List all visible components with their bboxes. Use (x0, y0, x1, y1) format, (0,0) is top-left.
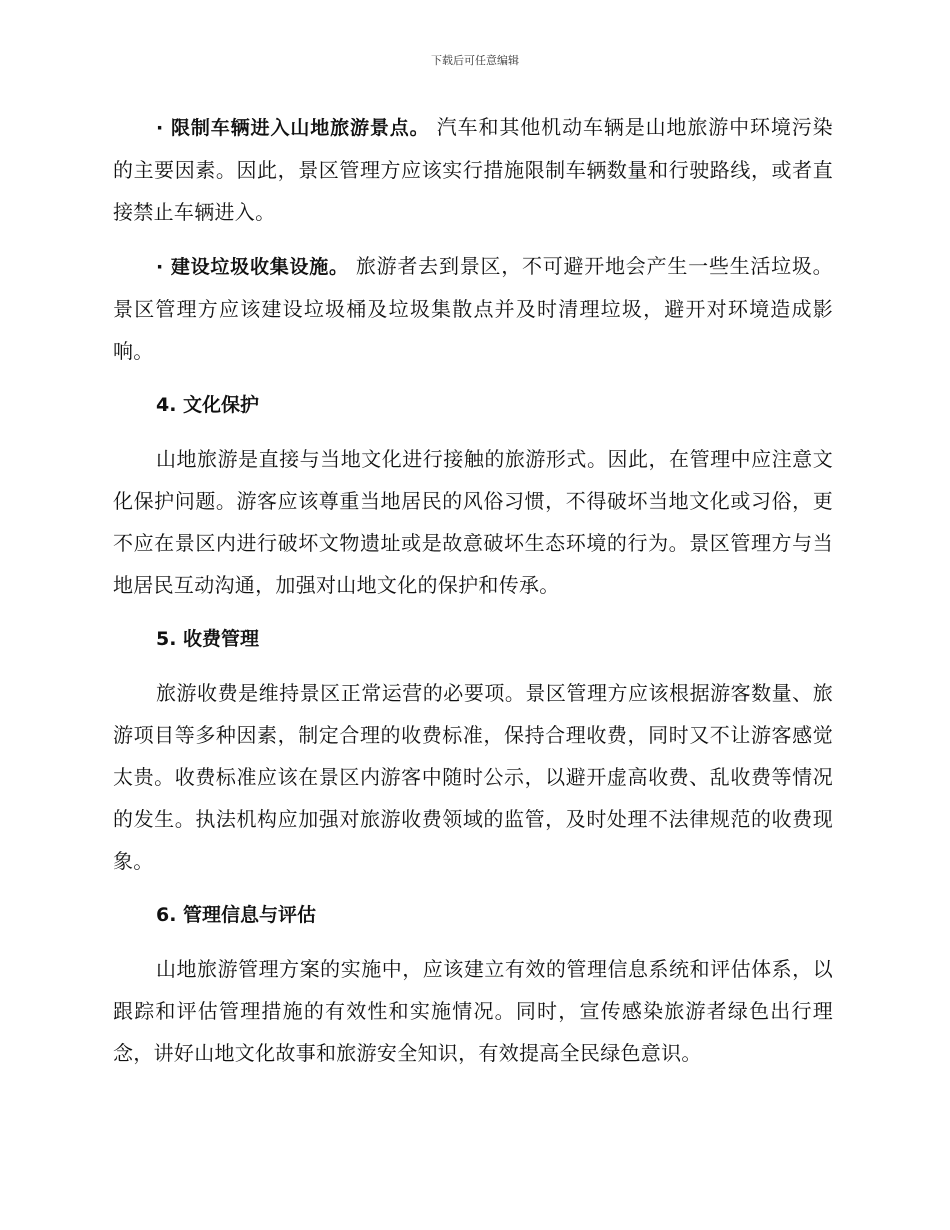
paragraph-evaluation: 山地旅游管理方案的实施中，应该建立有效的管理信息系统和评估体系，以跟踪和评估管理措施的有效性和实施情况。同时，宣传感染旅游者绿色出行理念，讲好山地文化故事和旅游安全知识，有效提高全民绿色意识。 (113, 957, 833, 1065)
paragraph-culture: 山地旅游是直接与当地文化进行接触的旅游形式。因此，在管理中应注意文化保护问题。游客应该尊重当地居民的风俗习惯，不得破坏当地文化或习俗，更不应在景区内进行破坏文物遗址或是故意破坏生态环境的行为。景区管理方与当地居民互动沟通，加强对山地文化的保护和传承。 (113, 447, 833, 597)
page-header: 下载后可任意编辑 (431, 54, 519, 67)
bullet-lead-vehicle-restriction: · 限制车辆进入山地旅游景点。 (156, 117, 430, 139)
paragraph-garbage-facilities (113, 245, 833, 372)
bullet-lead-garbage-facilities: · 建设垃圾收集设施。 (156, 256, 349, 278)
section-heading-culture: 4. 文化保护 (156, 394, 260, 416)
document-body (113, 106, 833, 1086)
paragraph-fees: 旅游收费是维持景区正常运营的必要项。景区管理方应该根据游客数量、旅游项目等多种因素，制定合理的收费标准，保持合理收费，同时又不让游客感觉太贵。收费标准应该在景区内游客中随时公示，以避开虚高收费、乱收费等情况的发生。执法机构应加强对旅游收费领域的监管，及时处理不法律规范的收费现象。 (113, 681, 833, 873)
paragraph-text: 旅游者去到景区，不可避开地会产生一些生活垃圾。景区管理方应该建设垃圾桶及垃圾集散点并及时清理垃圾，避开对环境造成影响。 (113, 254, 833, 363)
paragraph-vehicle-restriction (113, 106, 833, 233)
section-heading-evaluation: 6. 管理信息与评估 (156, 904, 317, 926)
paragraph-text: 汽车和其他机动车辆是山地旅游中环境污染的主要因素。因此，景区管理方应该实行措施限制车辆数量和行驶路线，或者直接禁止车辆进入。 (113, 115, 833, 224)
section-heading-fees: 5. 收费管理 (156, 628, 260, 650)
